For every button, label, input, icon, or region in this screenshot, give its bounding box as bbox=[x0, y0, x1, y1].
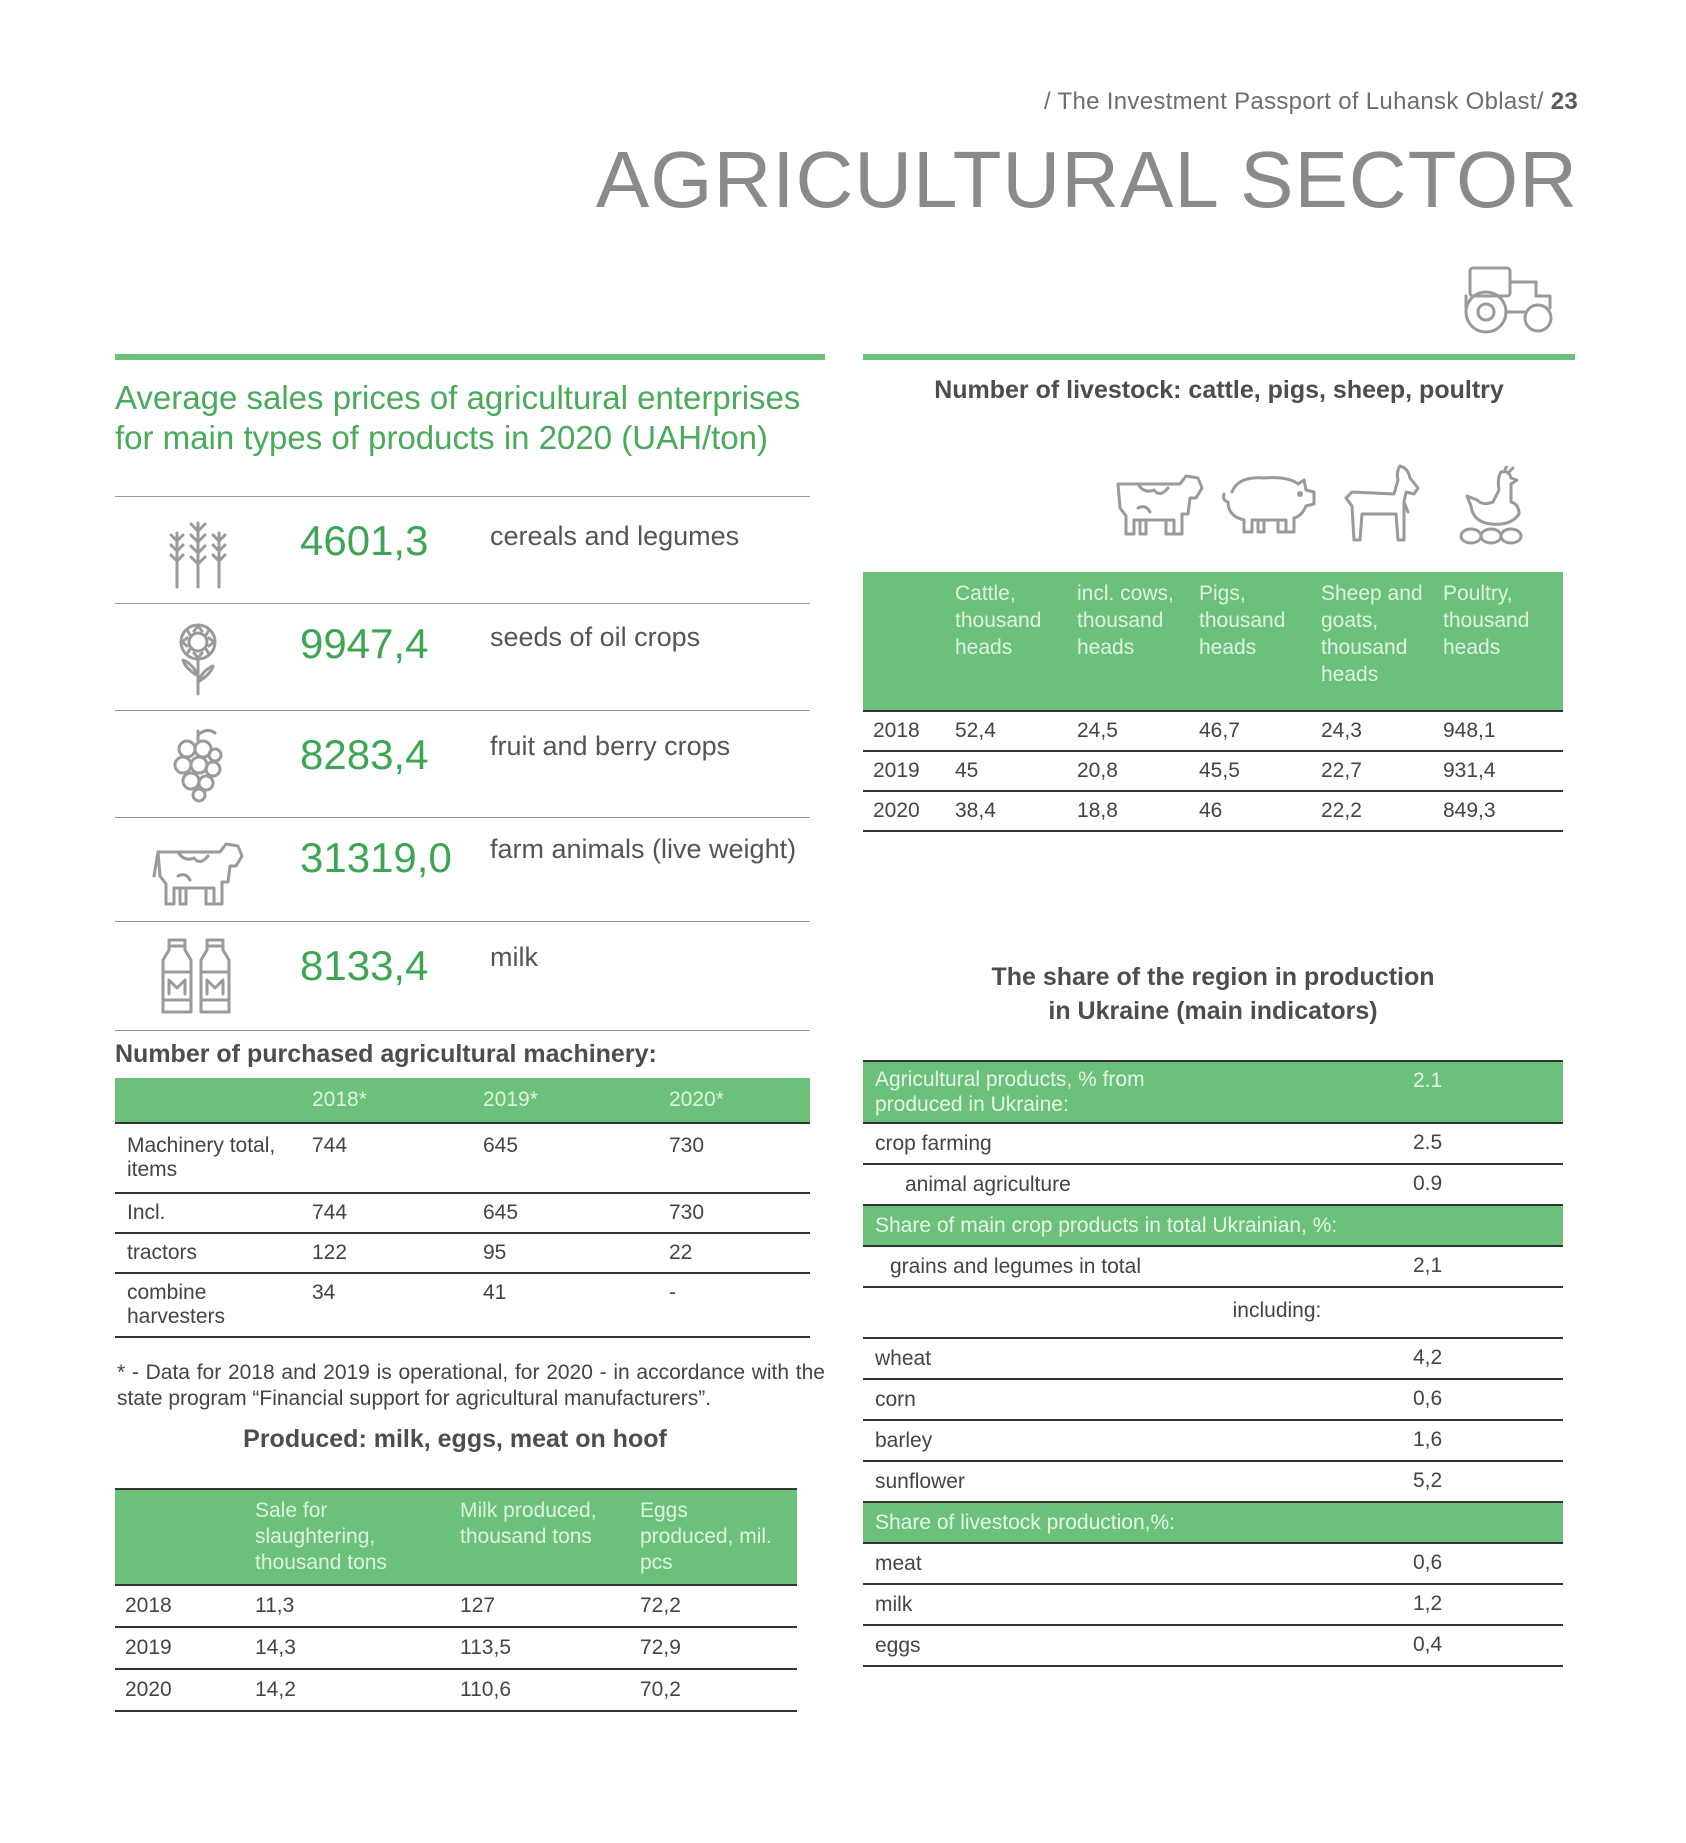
table-cell: 34 bbox=[312, 1281, 336, 1304]
table-header: 2020* bbox=[657, 1078, 810, 1123]
share-label: eggs bbox=[875, 1634, 921, 1657]
table-cell: 127 bbox=[460, 1594, 496, 1617]
table-row bbox=[115, 1233, 810, 1273]
table-cell: 24,5 bbox=[1077, 719, 1118, 742]
price-value: 8133,4 bbox=[300, 942, 429, 989]
share-label: milk bbox=[875, 1593, 913, 1616]
price-row-milk bbox=[115, 921, 810, 1031]
share-value: 0,4 bbox=[1413, 1633, 1443, 1656]
table-row bbox=[115, 1193, 810, 1233]
right-section-rule bbox=[863, 354, 1575, 360]
table-cell: 110,6 bbox=[460, 1678, 511, 1701]
page-number: 23 bbox=[1550, 88, 1578, 115]
share-label: corn bbox=[875, 1388, 916, 1411]
table-cell: 22,7 bbox=[1321, 759, 1362, 782]
table-row bbox=[115, 1627, 797, 1669]
table-cell: 122 bbox=[312, 1241, 348, 1264]
table-header bbox=[115, 1078, 300, 1123]
table-row bbox=[863, 751, 1563, 791]
table-header: incl. cows, thousand heads bbox=[1067, 572, 1189, 711]
table-row bbox=[115, 1669, 797, 1711]
table-cell: 14,2 bbox=[255, 1678, 296, 1701]
table-row bbox=[863, 1543, 1563, 1584]
table-row bbox=[863, 1420, 1563, 1461]
table-cell: 730 bbox=[669, 1201, 705, 1224]
table-header: 2019* bbox=[471, 1078, 657, 1123]
table-cell: 2019 bbox=[873, 759, 920, 782]
machinery-footnote: * - Data for 2018 and 2019 is operational, for 2020 - in accordance with the state program “Financial support for agricultural manufacturers”. bbox=[117, 1361, 825, 1410]
table-cell: 2018 bbox=[125, 1594, 172, 1617]
table-cell: 20,8 bbox=[1077, 759, 1118, 782]
price-value: 8283,4 bbox=[300, 731, 429, 778]
table-row bbox=[863, 1246, 1563, 1287]
pig-icon bbox=[1218, 470, 1318, 540]
share-label: animal agriculture bbox=[905, 1173, 1071, 1196]
left-section-rule bbox=[115, 354, 825, 360]
table-cell: 11,3 bbox=[255, 1594, 295, 1617]
share-value: 4,2 bbox=[1413, 1346, 1443, 1369]
table-cell: 41 bbox=[483, 1281, 507, 1304]
machinery-heading: Number of purchased agricultural machinery: bbox=[115, 1040, 657, 1068]
table-header: 2018* bbox=[300, 1078, 471, 1123]
running-header-text: / The Investment Passport of Luhansk Oblast/ bbox=[1044, 88, 1544, 115]
share-label: including: bbox=[1232, 1299, 1322, 1322]
livestock-table bbox=[863, 572, 1563, 832]
table-cell: 46 bbox=[1199, 799, 1223, 822]
table-cell: 744 bbox=[312, 1201, 348, 1224]
price-label: milk bbox=[490, 942, 538, 972]
share-value: 0,6 bbox=[1413, 1551, 1443, 1574]
table-cell: Machinery total, items bbox=[127, 1134, 276, 1181]
table-row bbox=[863, 1123, 1563, 1164]
cow-icon bbox=[150, 832, 246, 910]
grapes-icon bbox=[155, 725, 241, 803]
table-cell: 72,9 bbox=[640, 1636, 681, 1659]
price-label: farm animals (live weight) bbox=[490, 834, 797, 864]
table-cell: 18,8 bbox=[1077, 799, 1118, 822]
table-header: Sale for slaughtering, thousand tons bbox=[245, 1489, 450, 1585]
table-cell: 70,2 bbox=[640, 1678, 681, 1701]
table-cell: 948,1 bbox=[1443, 719, 1496, 742]
table-cell: 22 bbox=[669, 1241, 693, 1264]
price-value: 4601,3 bbox=[300, 517, 429, 564]
table-cell: 849,3 bbox=[1443, 799, 1496, 822]
table-cell: 2020 bbox=[125, 1678, 172, 1701]
table-row bbox=[115, 1585, 797, 1627]
table-row bbox=[863, 1205, 1563, 1246]
table-cell: 24,3 bbox=[1321, 719, 1362, 742]
share-value: 1,6 bbox=[1413, 1428, 1443, 1451]
table-row bbox=[863, 1584, 1563, 1625]
share-value: 2,1 bbox=[1413, 1254, 1443, 1277]
table-cell: 45 bbox=[955, 759, 979, 782]
table-cell: 52,4 bbox=[955, 719, 996, 742]
table-row bbox=[863, 1379, 1563, 1420]
table-cell: 38,4 bbox=[955, 799, 996, 822]
table-cell: 2019 bbox=[125, 1636, 172, 1659]
table-cell: 14,3 bbox=[255, 1636, 296, 1659]
table-cell: Incl. bbox=[127, 1201, 166, 1224]
share-label: wheat bbox=[875, 1347, 932, 1370]
price-row-oil-seeds bbox=[115, 603, 810, 710]
table-cell: - bbox=[669, 1281, 676, 1304]
price-label: fruit and berry crops bbox=[490, 731, 731, 761]
table-header: Sheep and goats, thousand heads bbox=[1311, 572, 1433, 711]
tractor-icon bbox=[1458, 262, 1558, 338]
table-header bbox=[115, 1489, 245, 1585]
price-row-fruit bbox=[115, 710, 810, 817]
wheat-icon bbox=[155, 511, 241, 589]
table-header: Eggs produced, mil. pcs bbox=[630, 1489, 797, 1585]
share-value: 0.9 bbox=[1413, 1172, 1443, 1195]
chicken-icon bbox=[1453, 466, 1529, 548]
running-header bbox=[1044, 88, 1578, 116]
produced-heading: Produced: milk, eggs, meat on hoof bbox=[243, 1425, 667, 1453]
share-value bbox=[1403, 1502, 1563, 1543]
table-row bbox=[863, 1625, 1563, 1666]
milk-bottles-icon bbox=[155, 936, 241, 1014]
share-value: 1,2 bbox=[1413, 1592, 1443, 1615]
share-label: barley bbox=[875, 1429, 933, 1452]
table-cell: 72,2 bbox=[640, 1594, 681, 1617]
table-cell: 113,5 bbox=[460, 1636, 511, 1659]
table-row bbox=[863, 791, 1563, 831]
table-cell: combine harvesters bbox=[127, 1281, 226, 1328]
table-row bbox=[863, 1338, 1563, 1379]
table-cell: 45,5 bbox=[1199, 759, 1240, 782]
page-title: AGRICULTURAL SECTOR bbox=[595, 135, 1578, 224]
table-row bbox=[863, 1061, 1563, 1123]
share-value: 2.5 bbox=[1413, 1131, 1443, 1154]
produced-table bbox=[115, 1488, 797, 1712]
price-label: cereals and legumes bbox=[490, 521, 740, 551]
table-header bbox=[863, 572, 945, 711]
share-value bbox=[1403, 1287, 1563, 1338]
livestock-cow-icon bbox=[1110, 470, 1206, 540]
share-value: 5,2 bbox=[1413, 1469, 1443, 1492]
share-label: sunflower bbox=[875, 1470, 965, 1493]
share-label: crop farming bbox=[875, 1132, 992, 1155]
table-row bbox=[863, 1461, 1563, 1502]
table-row bbox=[863, 1164, 1563, 1205]
table-cell: 2018 bbox=[873, 719, 920, 742]
table-cell: tractors bbox=[127, 1241, 198, 1264]
livestock-heading: Number of livestock: cattle, pigs, sheep, poultry bbox=[934, 376, 1504, 404]
table-cell: 931,4 bbox=[1443, 759, 1496, 782]
goat-icon bbox=[1338, 462, 1424, 546]
table-header: Milk produced, thousand tons bbox=[450, 1489, 630, 1585]
prices-heading: Average sales prices of agricultural enterprises for main types of products in 2020 (UAH/ton) bbox=[115, 379, 801, 456]
price-row-cereals bbox=[115, 496, 810, 603]
share-heading-line1: The share of the region in production bbox=[991, 963, 1435, 991]
table-row bbox=[863, 1287, 1563, 1338]
share-heading-line2: in Ukraine (main indicators) bbox=[1048, 997, 1378, 1025]
table-row bbox=[863, 711, 1563, 751]
share-label: Share of livestock production,%: bbox=[863, 1502, 1403, 1543]
table-cell: 645 bbox=[483, 1134, 519, 1157]
share-value bbox=[1403, 1205, 1563, 1246]
sunflower-icon bbox=[155, 618, 241, 696]
table-cell: 744 bbox=[312, 1134, 348, 1157]
share-label: grains and legumes in total bbox=[890, 1255, 1141, 1278]
share-value: 0,6 bbox=[1413, 1387, 1443, 1410]
share-label: Agricultural products, % from produced in Ukraine: bbox=[863, 1061, 1403, 1123]
table-cell: 95 bbox=[483, 1241, 507, 1264]
table-header: Cattle, thousand heads bbox=[945, 572, 1067, 711]
table-cell: 46,7 bbox=[1199, 719, 1240, 742]
share-label: Share of main crop products in total Ukrainian, %: bbox=[863, 1205, 1403, 1246]
table-row bbox=[115, 1273, 810, 1337]
table-cell: 730 bbox=[669, 1134, 705, 1157]
price-row-farm-animals bbox=[115, 817, 810, 924]
price-label: seeds of oil crops bbox=[490, 622, 701, 652]
price-value: 31319,0 bbox=[300, 834, 452, 881]
table-cell: 645 bbox=[483, 1201, 519, 1224]
share-table bbox=[863, 1060, 1563, 1667]
table-row bbox=[115, 1123, 810, 1193]
table-header: Poultry, thousand heads bbox=[1433, 572, 1563, 711]
price-value: 9947,4 bbox=[300, 620, 429, 667]
share-value: 2.1 bbox=[1403, 1061, 1563, 1123]
table-cell: 22,2 bbox=[1321, 799, 1362, 822]
table-cell: 2020 bbox=[873, 799, 920, 822]
share-heading bbox=[863, 960, 1563, 1028]
share-label: meat bbox=[875, 1552, 922, 1575]
machinery-table bbox=[115, 1078, 810, 1338]
table-row bbox=[863, 1502, 1563, 1543]
table-header: Pigs, thousand heads bbox=[1189, 572, 1311, 711]
